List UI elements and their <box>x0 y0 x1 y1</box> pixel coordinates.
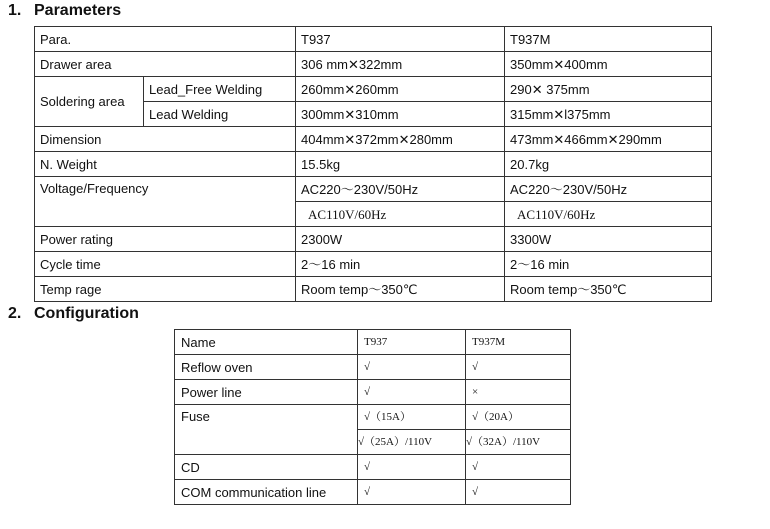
section-heading-parameters <box>8 1 121 21</box>
row-label: Cycle time <box>35 252 296 277</box>
row-label: Power rating <box>35 227 296 252</box>
cell-t937: 2300W <box>296 227 505 252</box>
cell-t937: 404mm✕372mm✕280mm <box>296 127 505 152</box>
table-row <box>35 127 712 152</box>
column-header-t937: T937 <box>296 27 505 52</box>
section-title: Configuration <box>34 305 139 322</box>
check-mark-t937: √ <box>358 455 466 480</box>
sub-row-label: Lead_Free Welding <box>144 77 296 102</box>
sub-row-label: Lead Welding <box>144 102 296 127</box>
table-row <box>35 177 712 202</box>
column-header-t937m: T937M <box>505 27 712 52</box>
table-row <box>35 252 712 277</box>
row-label: Para. <box>35 27 296 52</box>
table-row <box>35 152 712 177</box>
parameters-table <box>34 26 712 302</box>
check-mark-t937: √ <box>358 380 466 405</box>
table-row <box>35 27 712 52</box>
column-header-t937: T937 <box>358 330 466 355</box>
column-header-t937m: T937M <box>466 330 571 355</box>
check-mark-t937m: √ <box>466 355 571 380</box>
row-label: Name <box>175 330 358 355</box>
cell-t937: 300mm✕310mm <box>296 102 505 127</box>
cell-t937m: √（32A）/110V <box>466 430 571 455</box>
cell-t937m: 3300W <box>505 227 712 252</box>
check-mark-t937: √ <box>358 355 466 380</box>
row-label: COM communication line <box>175 480 358 505</box>
row-label: Temp rage <box>35 277 296 302</box>
cell-t937m: 473mm✕466mm✕290mm <box>505 127 712 152</box>
row-label: Fuse <box>175 405 358 455</box>
cell-t937: 260mm✕260mm <box>296 77 505 102</box>
table-row <box>35 277 712 302</box>
row-label: Reflow oven <box>175 355 358 380</box>
cell-t937: 306 mm✕322mm <box>296 52 505 77</box>
row-label: Drawer area <box>35 52 296 77</box>
section-number: 2. <box>8 305 22 322</box>
table-row <box>35 227 712 252</box>
section-number: 1. <box>8 2 22 19</box>
cell-t937m: 20.7kg <box>505 152 712 177</box>
cell-t937m: AC110V/60Hz <box>505 202 712 227</box>
row-label: CD <box>175 455 358 480</box>
cell-t937m: √（20A） <box>466 405 571 430</box>
table-row <box>175 355 571 380</box>
row-label: N. Weight <box>35 152 296 177</box>
table-row <box>175 405 571 430</box>
table-row <box>175 380 571 405</box>
cross-mark-t937m: × <box>466 380 571 405</box>
cell-t937m: 350mm✕400mm <box>505 52 712 77</box>
cell-t937: 2〜16 min <box>296 252 505 277</box>
check-mark-t937: √ <box>358 480 466 505</box>
cell-t937: √（25A）/110V <box>358 430 466 455</box>
section-heading-configuration <box>8 304 139 324</box>
configuration-table <box>174 329 571 505</box>
table-row <box>175 330 571 355</box>
cell-t937: AC110V/60Hz <box>296 202 505 227</box>
cell-t937m: Room temp〜350℃ <box>505 277 712 302</box>
cell-t937: √（15A） <box>358 405 466 430</box>
table-row <box>175 455 571 480</box>
row-label: Soldering area <box>35 77 144 127</box>
cell-t937m: 315mm✕l375mm <box>505 102 712 127</box>
cell-t937: AC220〜230V/50Hz <box>296 177 505 202</box>
table-row <box>35 52 712 77</box>
row-label: Power line <box>175 380 358 405</box>
section-title: Parameters <box>34 2 122 19</box>
cell-t937: Room temp〜350℃ <box>296 277 505 302</box>
check-mark-t937m: √ <box>466 480 571 505</box>
cell-t937m: 2〜16 min <box>505 252 712 277</box>
table-row <box>35 77 712 102</box>
check-mark-t937m: √ <box>466 455 571 480</box>
row-label: Dimension <box>35 127 296 152</box>
cell-t937: 15.5kg <box>296 152 505 177</box>
table-row <box>175 480 571 505</box>
cell-t937m: AC220〜230V/50Hz <box>505 177 712 202</box>
cell-t937m: 290✕ 375mm <box>505 77 712 102</box>
row-label: Voltage/Frequency <box>35 177 296 227</box>
